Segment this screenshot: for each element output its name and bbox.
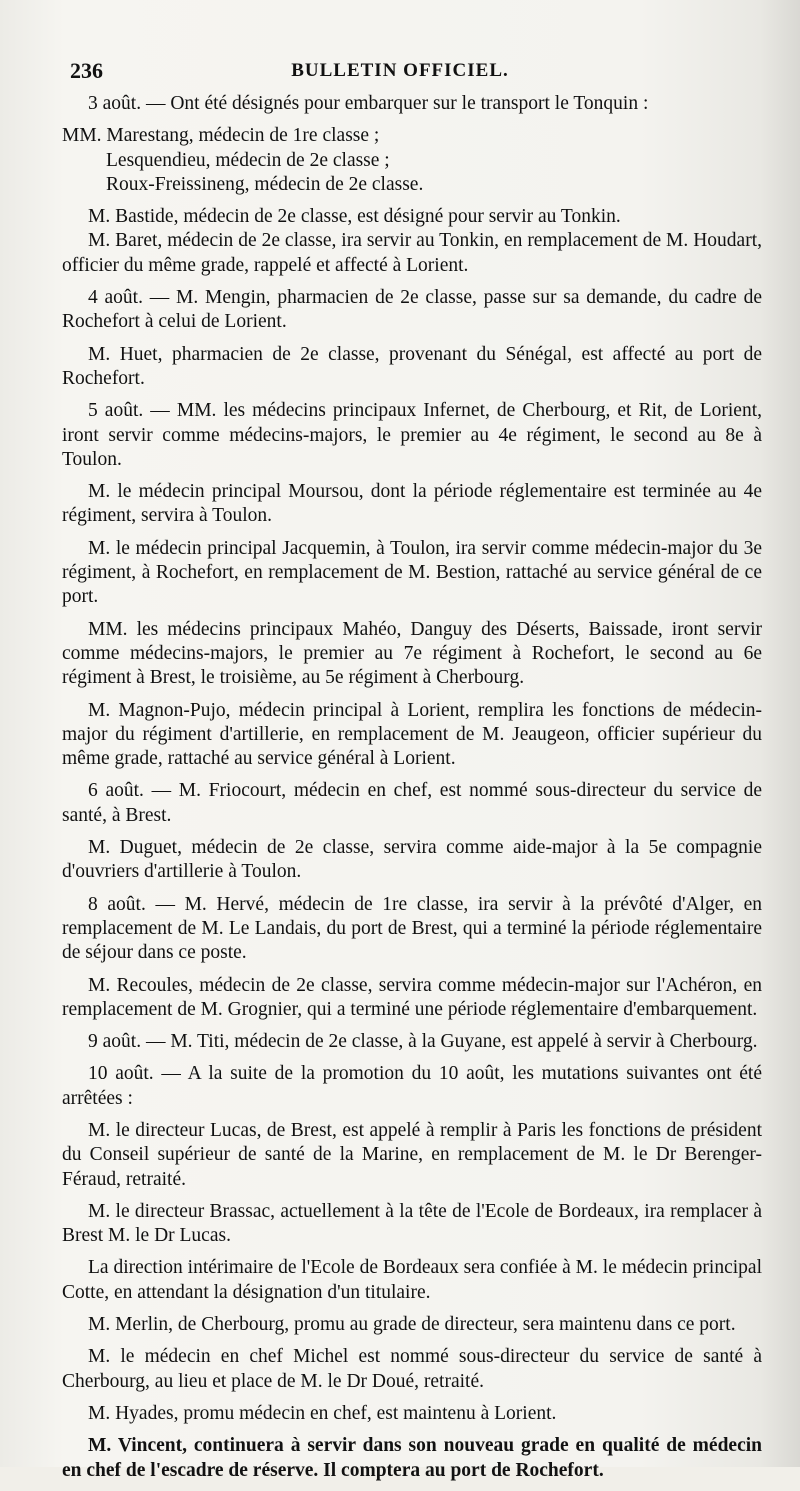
paragraph: 5 août. — MM. les médecins principaux Infernet, de Cherbourg, et Rit, de Lorient, iront servir comme médecins-majors, le premier au 4e régiment, le second au 8e à Toulon. (62, 400, 762, 470)
page-number: 236 (70, 58, 103, 83)
paragraph: M. Recoules, médecin de 2e classe, servira comme médecin-major sur l'Achéron, en remplacement de M. Grognier, qui a terminé une période réglementaire d'embarquement. (62, 974, 762, 1020)
paragraph: M. Magnon-Pujo, médecin principal à Lorient, remplira les fonctions de médecin-major du régiment d'artillerie, en remplacement de M. Jeaugeon, officier supérieur du même grade, rattaché au service général à Lorient. (62, 699, 762, 770)
paragraph: La direction intérimaire de l'Ecole de Bordeaux sera confiée à M. le médecin principal Cotte, en attendant la désignation d'un titulaire. (62, 1257, 762, 1303)
paragraph: M. Hyades, promu médecin en chef, est maintenu à Lorient. (88, 1402, 557, 1424)
paragraph: 4 août. — M. Mengin, pharmacien de 2e classe, passe sur sa demande, du cadre de Rochefort à celui de Lorient. (62, 287, 762, 333)
paragraph: M. le directeur Lucas, de Brest, est appelé à remplir à Paris les fonctions de président du Conseil supérieur de santé de la Marine, en remplacement de M. le Dr Berenger-Féraud, retraité. (62, 1119, 762, 1190)
paragraph: MM. Marestang, médecin de 1re classe ; (62, 125, 380, 147)
paragraph: MM. les médecins principaux Mahéo, Danguy des Déserts, Baissade, iront servir comme médecins-majors, le premier au 7e régiment à Rochefort, le second au 6e régiment à Brest, le troisième, au 5e régiment à Cherbourg. (62, 618, 762, 689)
paragraph: Lesquendieu, médecin de 2e classe ; (106, 149, 390, 171)
page-header (70, 50, 730, 90)
paragraph: M. le médecin principal Moursou, dont la période réglementaire est terminée au 4e régiment, servira à Toulon. (62, 481, 762, 527)
paragraph: 10 août. — A la suite de la promotion du 10 août, les mutations suivantes ont été arrêtées : (62, 1063, 762, 1109)
paragraph: M. Baret, médecin de 2e classe, ira servir au Tonkin, en remplacement de M. Houdart, officier du même grade, rappelé et affecté à Lorient. (62, 230, 762, 276)
paragraph: M. Duguet, médecin de 2e classe, servira comme aide-major à la 5e compagnie d'ouvriers d'artillerie à Toulon. (62, 837, 762, 883)
paragraph: 3 août. — Ont été désignés pour embarquer sur le transport le Tonquin : (88, 93, 649, 114)
paragraph: M. Huet, pharmacien de 2e classe, provenant du Sénégal, est affecté au port de Rochefort. (62, 343, 762, 389)
paragraph: M. le médecin principal Jacquemin, à Toulon, ira servir comme médecin-major du 3e régiment, à Rochefort, en remplacement de M. Bestion, rattaché au service général de ce port. (62, 537, 762, 608)
paragraph: M. Bastide, médecin de 2e classe, est désigné pour servir au Tonkin. (88, 206, 621, 228)
paragraph: 8 août. — M. Hervé, médecin de 1re classe, ira servir à la prévôté d'Alger, en remplacement de M. Le Landais, du port de Brest, qui a terminé la période réglementaire de séjour dans ce poste. (62, 893, 762, 964)
paragraph: M. le directeur Brassac, actuellement à la tête de l'Ecole de Bordeaux, ira remplacer à Brest M. le Dr Lucas. (62, 1200, 762, 1247)
paragraph: M. Vincent, continuera à servir dans son nouveau grade en qualité de médecin en chef de l'escadre de réserve. Il comptera au port de Rochefort. (62, 1435, 762, 1481)
paragraph: 6 août. — M. Friocourt, médecin en chef, est nommé sous-directeur du service de santé, à Brest. (62, 780, 762, 826)
running-title: BULLETIN OFFICIEL. (291, 60, 509, 81)
paragraph: M. Merlin, de Cherbourg, promu au grade de directeur, sera maintenu dans ce port. (88, 1314, 736, 1336)
paragraph: 9 août. — M. Titi, médecin de 2e classe, à la Guyane, est appelé à servir à Cherbourg. (88, 1031, 758, 1053)
paragraph: M. le médecin en chef Michel est nommé sous-directeur du service de santé à Cherbourg, au lieu et place de M. le Dr Doué, retraité. (62, 1346, 762, 1392)
paragraph: Roux-Freissineng, médecin de 2e classe. (106, 173, 424, 195)
document-body (62, 92, 762, 1491)
